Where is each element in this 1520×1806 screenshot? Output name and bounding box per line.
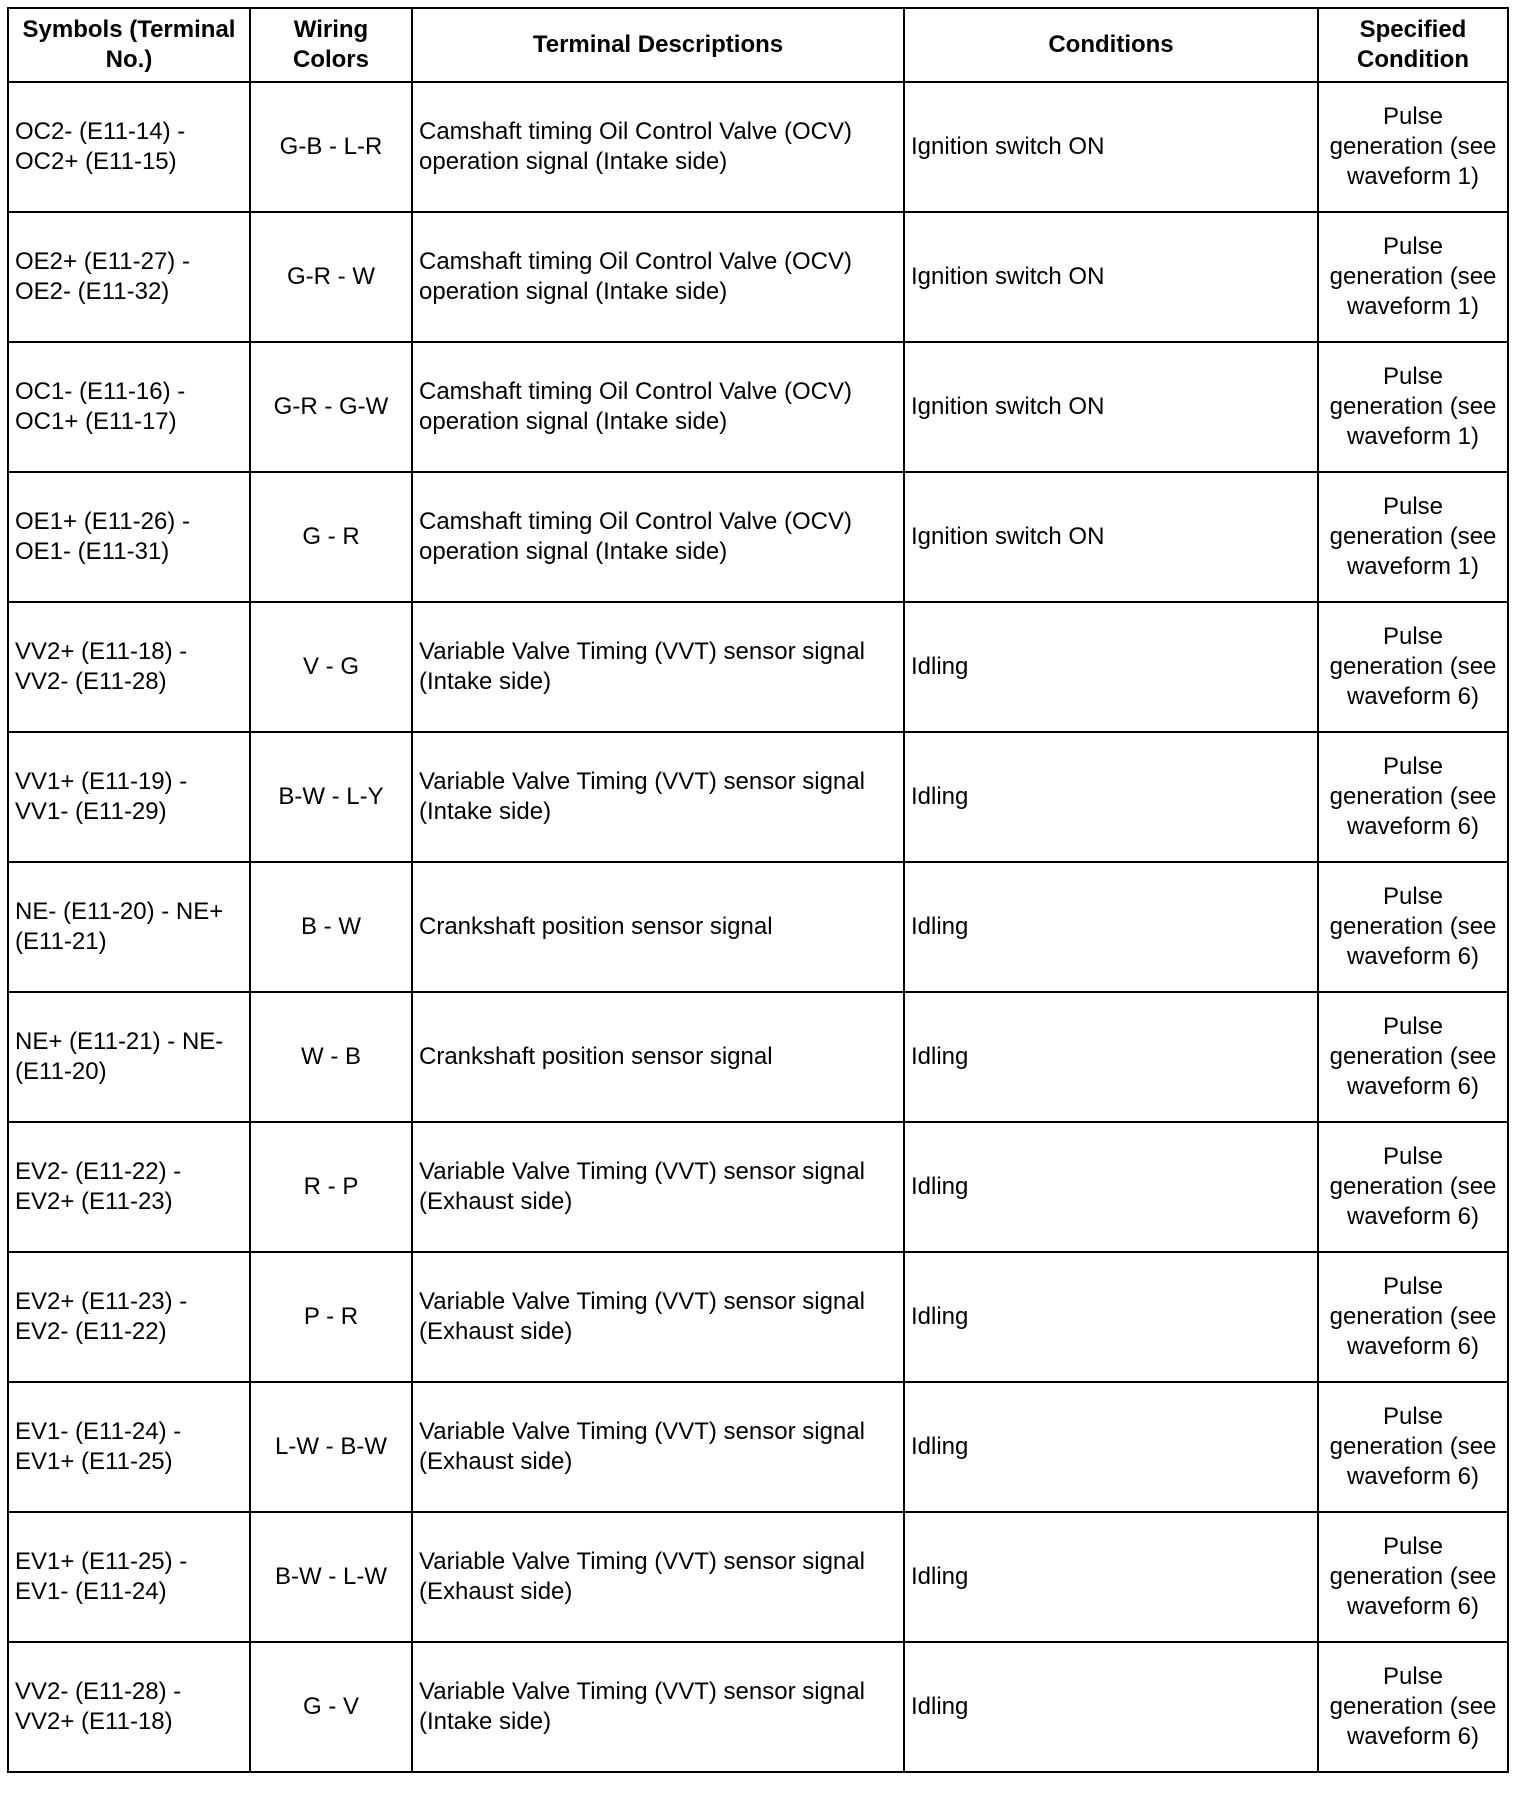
table-row (8, 992, 1508, 1122)
symbol-cell: EV2+ (E11-23) - EV2- (E11-22) (8, 1252, 250, 1382)
table-row (8, 732, 1508, 862)
wiring-color-cell: B-W - L-Y (250, 732, 412, 862)
symbol-cell: EV1- (E11-24) - EV1+ (E11-25) (8, 1382, 250, 1512)
table-row (8, 1122, 1508, 1252)
terminal-table (7, 7, 1509, 1773)
wiring-color-cell: G-B - L-R (250, 82, 412, 212)
table-row (8, 342, 1508, 472)
condition-cell: Ignition switch ON (904, 212, 1318, 342)
condition-cell: Idling (904, 992, 1318, 1122)
wiring-color-cell: B-W - L-W (250, 1512, 412, 1642)
table-row (8, 1642, 1508, 1772)
specified-condition-cell: Pulse generation (see waveform 6) (1318, 1642, 1508, 1772)
specified-condition-cell: Pulse generation (see waveform 6) (1318, 1252, 1508, 1382)
condition-cell: Ignition switch ON (904, 82, 1318, 212)
symbol-cell: VV2+ (E11-18) - VV2- (E11-28) (8, 602, 250, 732)
specified-condition-cell: Pulse generation (see waveform 6) (1318, 602, 1508, 732)
symbol-cell: NE+ (E11-21) - NE- (E11-20) (8, 992, 250, 1122)
specified-condition-cell: Pulse generation (see waveform 1) (1318, 82, 1508, 212)
symbol-cell: VV2- (E11-28) - VV2+ (E11-18) (8, 1642, 250, 1772)
condition-cell: Ignition switch ON (904, 472, 1318, 602)
symbol-cell: VV1+ (E11-19) - VV1- (E11-29) (8, 732, 250, 862)
header-terminal-descriptions: Terminal Descriptions (412, 8, 904, 82)
description-cell: Variable Valve Timing (VVT) sensor signal (Intake side) (412, 602, 904, 732)
condition-cell: Idling (904, 1252, 1318, 1382)
description-cell: Camshaft timing Oil Control Valve (OCV) operation signal (Intake side) (412, 212, 904, 342)
condition-cell: Ignition switch ON (904, 342, 1318, 472)
specified-condition-cell: Pulse generation (see waveform 6) (1318, 732, 1508, 862)
specified-condition-cell: Pulse generation (see waveform 1) (1318, 342, 1508, 472)
header-row (8, 8, 1508, 82)
symbol-cell: NE- (E11-20) - NE+ (E11-21) (8, 862, 250, 992)
condition-cell: Idling (904, 1382, 1318, 1512)
specified-condition-cell: Pulse generation (see waveform 6) (1318, 992, 1508, 1122)
table-row (8, 212, 1508, 342)
table-body (8, 82, 1508, 1772)
description-cell: Variable Valve Timing (VVT) sensor signal (Exhaust side) (412, 1122, 904, 1252)
specified-condition-cell: Pulse generation (see waveform 6) (1318, 862, 1508, 992)
header-wiring-colors: Wiring Colors (250, 8, 412, 82)
symbol-cell: OE2+ (E11-27) - OE2- (E11-32) (8, 212, 250, 342)
wiring-color-cell: V - G (250, 602, 412, 732)
wiring-color-cell: B - W (250, 862, 412, 992)
table-row (8, 602, 1508, 732)
condition-cell: Idling (904, 1122, 1318, 1252)
header-conditions: Conditions (904, 8, 1318, 82)
description-cell: Camshaft timing Oil Control Valve (OCV) operation signal (Intake side) (412, 342, 904, 472)
wiring-color-cell: G-R - G-W (250, 342, 412, 472)
symbol-cell: OC1- (E11-16) - OC1+ (E11-17) (8, 342, 250, 472)
table-row (8, 1252, 1508, 1382)
condition-cell: Idling (904, 732, 1318, 862)
header-specified-condition: Specified Condition (1318, 8, 1508, 82)
wiring-color-cell: G - V (250, 1642, 412, 1772)
description-cell: Variable Valve Timing (VVT) sensor signal (Exhaust side) (412, 1252, 904, 1382)
specified-condition-cell: Pulse generation (see waveform 6) (1318, 1512, 1508, 1642)
description-cell: Variable Valve Timing (VVT) sensor signal (Exhaust side) (412, 1512, 904, 1642)
table-row (8, 1512, 1508, 1642)
table-row (8, 472, 1508, 602)
table-header (8, 8, 1508, 82)
description-cell: Camshaft timing Oil Control Valve (OCV) operation signal (Intake side) (412, 472, 904, 602)
specified-condition-cell: Pulse generation (see waveform 1) (1318, 472, 1508, 602)
condition-cell: Idling (904, 862, 1318, 992)
wiring-color-cell: G-R - W (250, 212, 412, 342)
condition-cell: Idling (904, 1642, 1318, 1772)
description-cell: Camshaft timing Oil Control Valve (OCV) operation signal (Intake side) (412, 82, 904, 212)
condition-cell: Idling (904, 1512, 1318, 1642)
symbol-cell: EV2- (E11-22) - EV2+ (E11-23) (8, 1122, 250, 1252)
wiring-color-cell: W - B (250, 992, 412, 1122)
description-cell: Variable Valve Timing (VVT) sensor signal (Intake side) (412, 732, 904, 862)
description-cell: Crankshaft position sensor signal (412, 862, 904, 992)
wiring-color-cell: R - P (250, 1122, 412, 1252)
description-cell: Variable Valve Timing (VVT) sensor signal (Exhaust side) (412, 1382, 904, 1512)
table-row (8, 82, 1508, 212)
symbol-cell: OC2- (E11-14) - OC2+ (E11-15) (8, 82, 250, 212)
specified-condition-cell: Pulse generation (see waveform 6) (1318, 1382, 1508, 1512)
symbol-cell: EV1+ (E11-25) - EV1- (E11-24) (8, 1512, 250, 1642)
wiring-color-cell: G - R (250, 472, 412, 602)
specified-condition-cell: Pulse generation (see waveform 6) (1318, 1122, 1508, 1252)
wiring-color-cell: L-W - B-W (250, 1382, 412, 1512)
specified-condition-cell: Pulse generation (see waveform 1) (1318, 212, 1508, 342)
table-row (8, 1382, 1508, 1512)
symbol-cell: OE1+ (E11-26) - OE1- (E11-31) (8, 472, 250, 602)
description-cell: Variable Valve Timing (VVT) sensor signal (Intake side) (412, 1642, 904, 1772)
table-row (8, 862, 1508, 992)
description-cell: Crankshaft position sensor signal (412, 992, 904, 1122)
header-symbols: Symbols (Terminal No.) (8, 8, 250, 82)
condition-cell: Idling (904, 602, 1318, 732)
wiring-color-cell: P - R (250, 1252, 412, 1382)
